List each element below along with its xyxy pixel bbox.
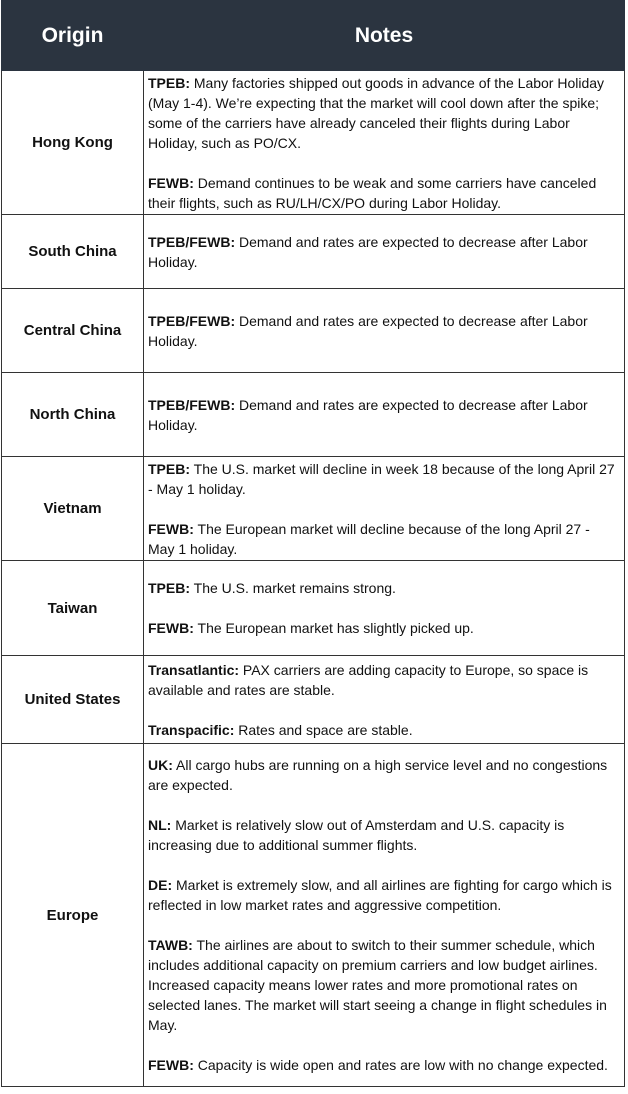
note-label: UK: — [148, 757, 173, 773]
note-text: Demand and rates are expected to decrease after Labor Holiday. — [148, 396, 588, 433]
table-body — [2, 71, 625, 1087]
note-text: Demand and rates are expected to decrease after Labor Holiday. — [148, 312, 588, 349]
note-text: The European market has slightly picked up. — [193, 620, 474, 636]
note-paragraph — [148, 1055, 620, 1075]
note-paragraph — [148, 578, 620, 598]
note-paragraph — [148, 173, 620, 213]
notes-cell — [144, 289, 625, 373]
note-label: NL: — [148, 817, 172, 833]
note-label: TAWB: — [148, 937, 193, 953]
note-paragraph — [148, 815, 620, 855]
note-paragraph — [148, 720, 620, 740]
notes-cell — [144, 71, 625, 215]
note-text: All cargo hubs are running on a high service level and no congestions are expected. — [148, 757, 608, 793]
origin-cell: United States — [2, 656, 144, 744]
note-text: Demand continues to be weak and some carriers have canceled their flights, such as RU/LH/CX/PO during Labor Holiday. — [148, 174, 597, 211]
table-row — [2, 71, 625, 215]
notes-cell — [144, 656, 625, 744]
note-text: The U.S. market will decline in week 18 because of the long April 27 - May 1 holiday. — [148, 460, 615, 497]
table-row — [2, 215, 625, 289]
origin-cell: South China — [2, 215, 144, 289]
note-text: Demand and rates are expected to decrease after Labor Holiday. — [148, 233, 588, 270]
note-text: Market is extremely slow, and all airlines are fighting for cargo which is reflected in low market rates and aggressive competition. — [148, 877, 612, 913]
note-text: Many factories shipped out goods in advance of the Labor Holiday (May 1-4). We’re expecting that the market will cool down after the spike; some of the carriers have already canceled their flights during Labor Holiday, such as PO/CX. — [148, 74, 605, 151]
note-label: FEWB: — [148, 174, 194, 191]
note-text: The European market will decline because of the long April 27 - May 1 holiday. — [148, 520, 590, 557]
notes-column-header: Notes — [144, 1, 625, 71]
table-header-row — [2, 1, 625, 71]
note-label: TPEB: — [148, 580, 190, 596]
origin-cell: Central China — [2, 289, 144, 373]
note-text: PAX carriers are adding capacity to Europe, so space is available and rates are stable. — [148, 661, 589, 698]
origin-cell: Hong Kong — [2, 71, 144, 215]
note-text: Capacity is wide open and rates are low with no change expected. — [193, 1057, 608, 1073]
notes-cell — [144, 744, 625, 1087]
note-label: TPEB: — [148, 460, 190, 477]
origin-cell: Taiwan — [2, 561, 144, 656]
origin-column-header: Origin — [2, 1, 144, 71]
note-paragraph — [148, 73, 620, 153]
origin-cell: Europe — [2, 744, 144, 1087]
note-label: TPEB: — [148, 74, 190, 91]
note-paragraph — [148, 519, 620, 559]
note-text: Rates and space are stable. — [234, 721, 413, 738]
note-label: TPEB/FEWB: — [148, 396, 236, 413]
note-label: TPEB/FEWB: — [148, 233, 236, 250]
note-label: FEWB: — [148, 1057, 194, 1073]
notes-cell — [144, 215, 625, 289]
note-paragraph — [148, 875, 620, 915]
table-row — [2, 289, 625, 373]
note-label: FEWB: — [148, 620, 194, 636]
note-label: Transpacific: — [148, 721, 235, 738]
table-row — [2, 656, 625, 744]
note-label: TPEB/FEWB: — [148, 312, 236, 329]
note-text: The U.S. market remains strong. — [190, 580, 396, 596]
origin-cell: Vietnam — [2, 457, 144, 561]
notes-cell — [144, 373, 625, 457]
note-paragraph — [148, 232, 620, 272]
note-label: FEWB: — [148, 520, 194, 537]
table-row — [2, 457, 625, 561]
note-paragraph — [148, 618, 620, 638]
note-text: Market is relatively slow out of Amsterdam and U.S. capacity is increasing due to additional summer flights. — [148, 817, 565, 853]
note-text: The airlines are about to switch to their summer schedule, which includes additional capacity on premium carriers and low budget airlines. Increased capacity means lower rates and more promotional rates on selected lanes. The market will start seeing a change in flight schedules in May. — [148, 937, 607, 1033]
table-row — [2, 561, 625, 656]
origin-cell: North China — [2, 373, 144, 457]
note-paragraph — [148, 459, 620, 499]
note-label: DE: — [148, 877, 173, 893]
note-paragraph — [148, 660, 620, 700]
note-paragraph — [148, 395, 620, 435]
table-row — [2, 744, 625, 1087]
table-row — [2, 373, 625, 457]
note-paragraph — [148, 755, 620, 795]
note-paragraph — [148, 935, 620, 1035]
notes-cell — [144, 457, 625, 561]
note-label: Transatlantic: — [148, 661, 240, 678]
notes-cell — [144, 561, 625, 656]
market-notes-table — [1, 0, 625, 1087]
note-paragraph — [148, 311, 620, 351]
